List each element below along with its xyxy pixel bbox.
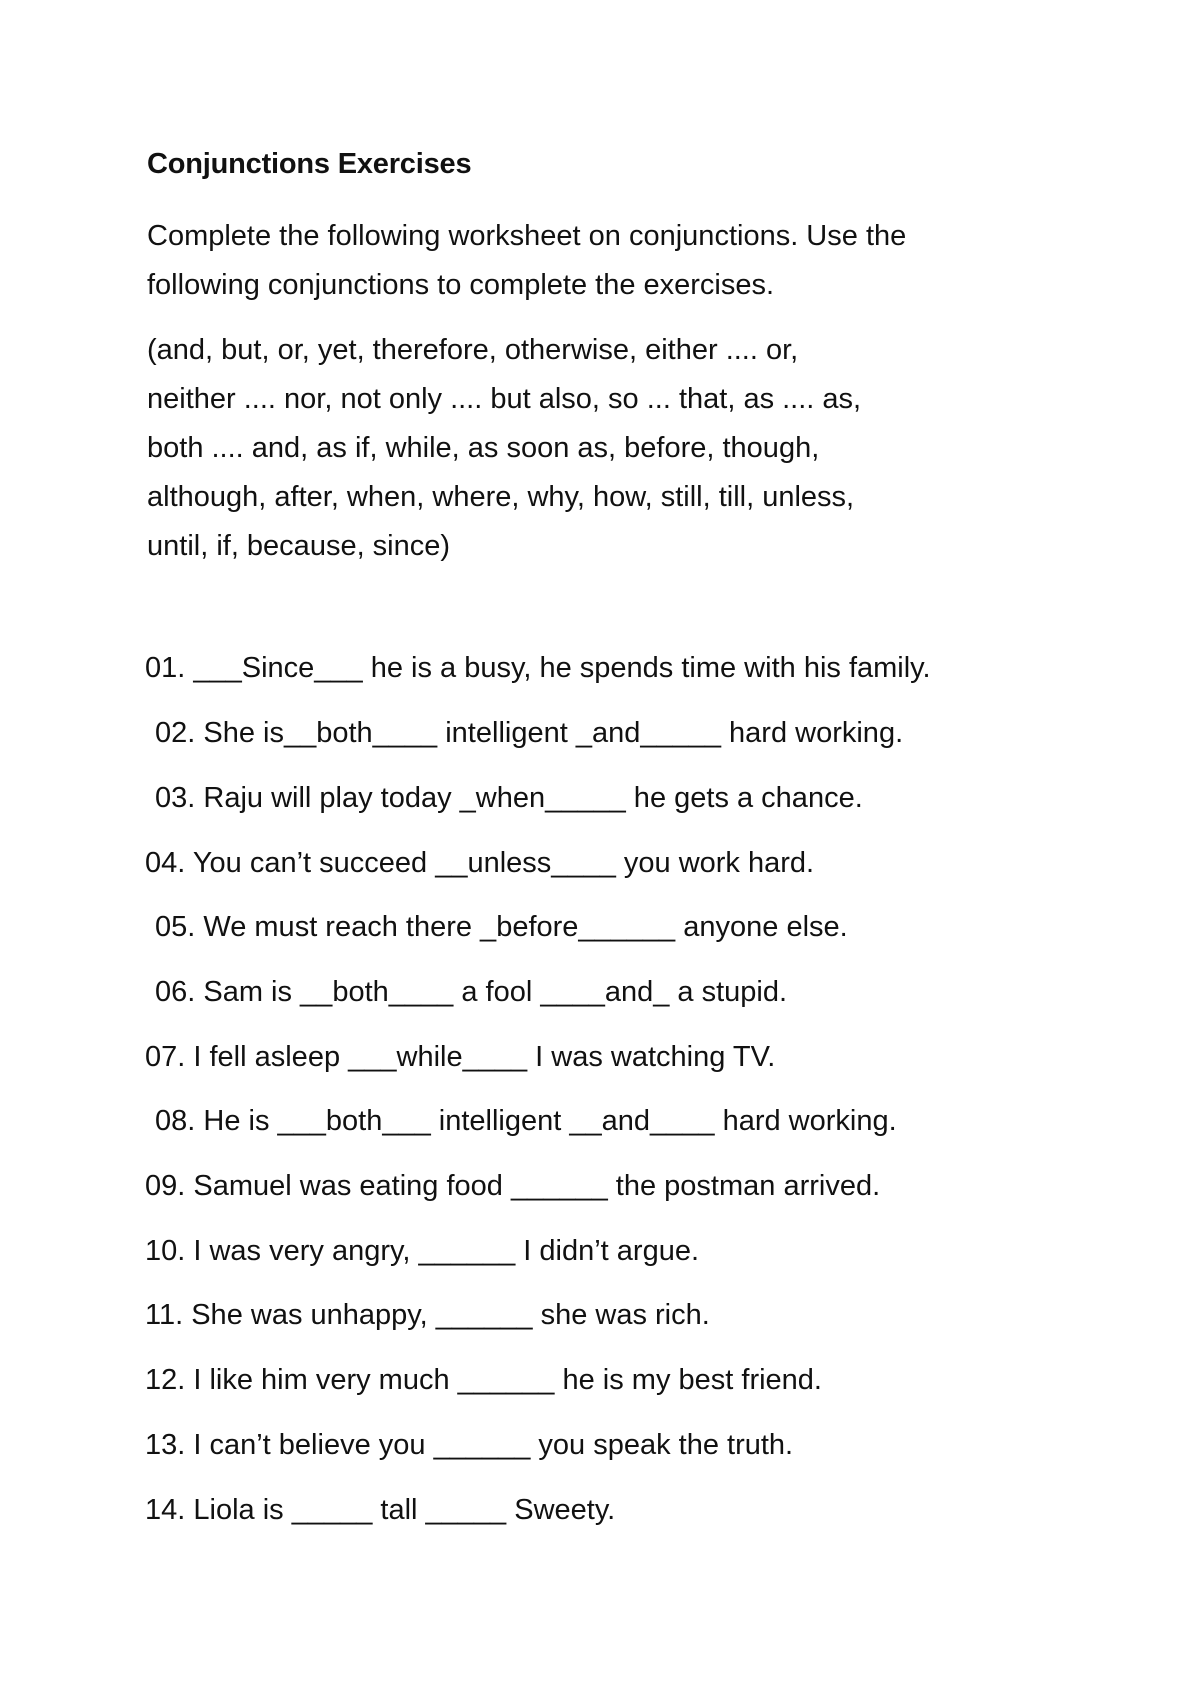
instructions-line: following conjunctions to complete the exercises. [147,269,775,301]
conjunction-line: both .... and, as if, while, as soon as, before, though, [147,432,820,464]
page-title: Conjunctions Exercises [147,148,472,180]
question-13: 13. I can’t believe you ______ you speak the truth. [145,1429,794,1461]
question-06: 06. Sam is __both____ a fool ____and_ a stupid. [155,976,788,1008]
question-01: 01. ___Since___ he is a busy, he spends time with his family. [145,652,931,684]
question-11: 11. She was unhappy, ______ she was rich. [145,1299,710,1331]
question-08: 08. He is ___both___ intelligent __and____ hard working. [155,1105,897,1137]
conjunction-line: neither .... nor, not only .... but also, so ... that, as .... as, [147,383,862,415]
question-02: 02. She is__both____ intelligent _and_____ hard working. [155,717,904,749]
question-12: 12. I like him very much ______ he is my best friend. [145,1364,822,1396]
instructions-line: Complete the following worksheet on conjunctions. Use the [147,220,907,252]
question-10: 10. I was very angry, ______ I didn’t argue. [145,1235,700,1267]
question-14: 14. Liola is _____ tall _____ Sweety. [145,1494,616,1526]
question-07: 07. I fell asleep ___while____ I was watching TV. [145,1041,776,1073]
conjunction-line: although, after, when, where, why, how, still, till, unless, [147,481,855,513]
question-05: 05. We must reach there _before______ anyone else. [155,911,848,943]
conjunction-list [147,326,1087,571]
instructions [147,212,1087,310]
question-04: 04. You can’t succeed __unless____ you work hard. [145,847,815,879]
question-03: 03. Raju will play today _when_____ he gets a chance. [155,782,863,814]
conjunction-line: until, if, because, since) [147,530,451,562]
conjunction-line: (and, but, or, yet, therefore, otherwise, either .... or, [147,334,799,366]
question-09: 09. Samuel was eating food ______ the postman arrived. [145,1170,881,1202]
